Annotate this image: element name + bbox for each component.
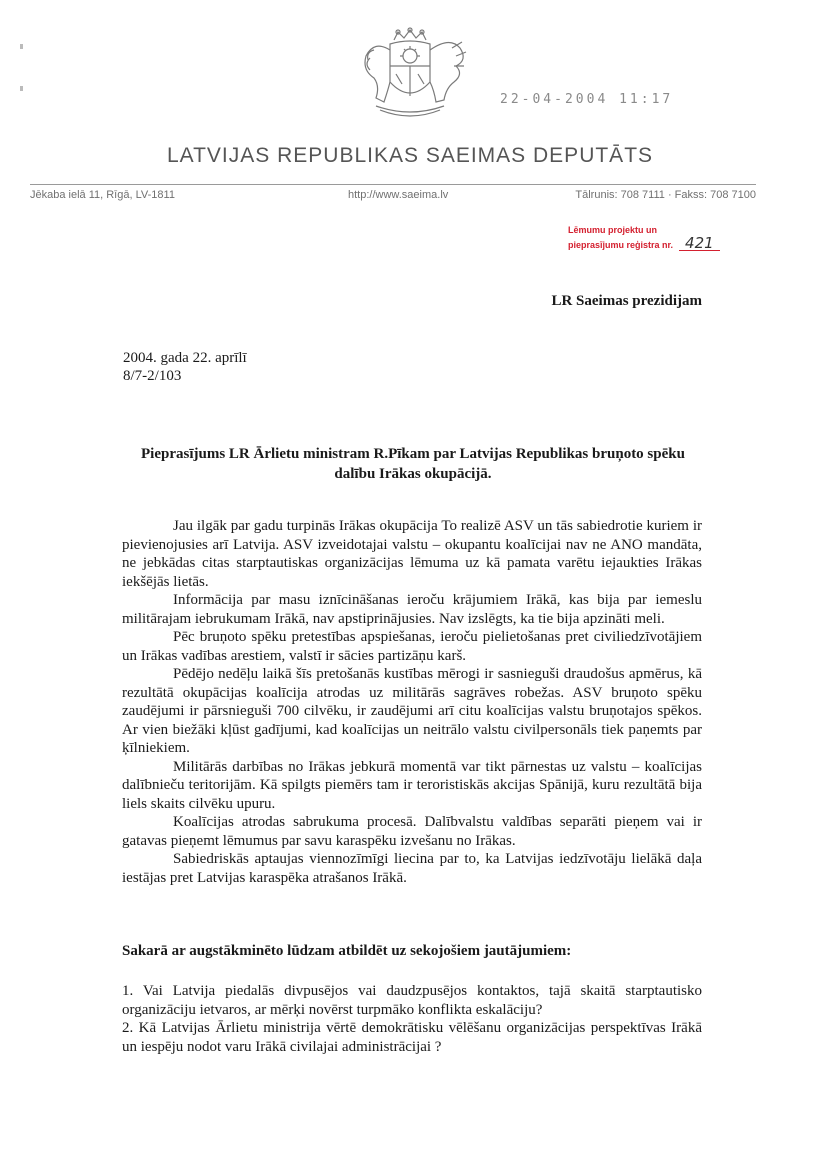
letter-subject: Pieprasījums LR Ārlietu ministram R.Pīkam par Latvijas Republikas bruņoto spēku dalību Irākas okupācijā.	[141, 446, 685, 482]
received-timestamp: 22-04-2004 11:17	[500, 92, 674, 107]
letter-reference: 8/7-2/103	[123, 368, 182, 384]
recipient: LR Saeimas prezidijam	[551, 293, 702, 309]
questions-heading: Sakarā ar augstākminēto lūdzam atbildēt uz sekojošiem jautājumiem:	[122, 943, 572, 959]
letterhead-title: LATVIJAS REPUBLIKAS SAEIMAS DEPUTĀTS	[166, 144, 654, 167]
letterhead-phone-fax: Tālrunis: 708 7111 · Fakss: 708 7100	[575, 189, 756, 201]
registry-stamp	[568, 224, 720, 251]
question-item: 2. Kā Latvijas Ārlietu ministrija vērtē demokrātisku vēlēšanu organizācijas perspektīvas Irākā un iespēju nodot varu Irākā civilajai administrācijai ?	[122, 1020, 702, 1055]
questions-list	[122, 982, 702, 1056]
letter-date: 2004. gada 22. aprīlī	[123, 350, 247, 366]
letter-body	[122, 517, 702, 887]
registry-number: 421	[679, 236, 720, 251]
body-paragraph: Pēc bruņoto spēku pretestības apspiešanas, ieroču pielietošanas pret civiliedzīvotājiem un Irākas vadības arestiem, valstī ir sācies partizāņu karš.	[122, 629, 702, 664]
registry-stamp-line2: pieprasījumu reģistra nr.	[568, 240, 674, 250]
body-paragraph: Pēdējo nedēļu laikā šīs pretošanās kustības mērogi ir sasnieguši draudošus apmērus, kā rezultātā okupācijas koalīcija atrodas uz militārās sagrāves robežas. ASV bruņoto spēku zaudējumi ir pārsnieguši 700 cilvēku, ir zaudējumi arī citu koalīcijas valstu bruņotajos spēkos. Ar vien biežāki kļūst gadījumi, kad koalīcijas un neitrālo valstu civilpersonāls tiek paņemts par ķīlniekiem.	[122, 666, 702, 756]
body-paragraph: Militārās darbības no Irākas jebkurā momentā var tikt pārnestas uz valstu – koalīcijas dalībnieču teritorijām. Kā spilgts piemērs tam ir teroristiskās akcijas Spānijā, kuru rezultātā bija liels skaits cilvēku upuru.	[122, 758, 702, 812]
registry-stamp-line1: Lēmumu projektu un	[568, 225, 658, 235]
scan-mark	[20, 44, 23, 49]
letterhead-website: http://www.saeima.lv	[348, 189, 449, 201]
letterhead-address: Jēkaba ielā 11, Rīgā, LV-1811	[30, 189, 175, 201]
header-divider	[30, 184, 756, 185]
letter-meta	[123, 349, 247, 385]
body-paragraph: Koalīcijas atrodas sabrukuma procesā. Dalībvalstu valdības separāti pieņem vai ir gatavas pieņemt lēmumus par savu karaspēku izvešanu no Irākas.	[122, 814, 702, 849]
body-paragraph: Sabiedriskās aptaujas viennozīmīgi liecina par to, ka Latvijas iedzīvotāju lielākā daļa iestājas pret Latvijas karaspēka atrašanos Irākā.	[122, 851, 702, 886]
body-paragraph: Jau ilgāk par gadu turpinās Irākas okupācija To realizē ASV un tās sabiedrotie kuriem ir pievienojusies arī Latvija. ASV izveidotajai valstu – okupantu koalīcijai nav ne ANO mandāta, ne jebkādas citas starptautiskas organizācijas lēmuma uz kā pamata varētu iejaukties Irākas iekšējās lietās.	[122, 518, 702, 590]
body-paragraph: Informācija par masu iznīcināšanas ieroču krājumiem Irākā, kas bija par iemeslu militārajam iebrukumam Irākā, nav apstiprinājusies. Nav izslēgts, ka tie bija apzināti meli.	[122, 592, 702, 627]
coat-of-arms-icon	[340, 26, 480, 126]
question-item: 1. Vai Latvija piedalās divpusējos vai daudzpusējos kontaktos, tajā skaitā starptautisko organizāciju ietvaros, ar mērķi novērst turpmāko konflikta eskalāciju?	[122, 983, 702, 1018]
scan-mark	[20, 86, 23, 91]
